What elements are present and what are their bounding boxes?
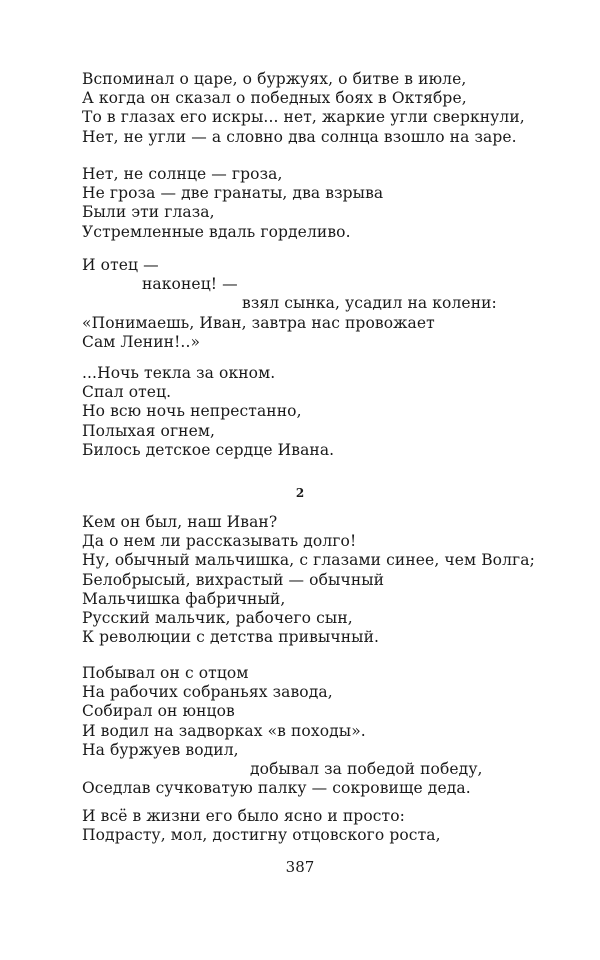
- poem-line: добывал за победой победу,: [250, 759, 483, 778]
- stanza-5: [82, 513, 552, 647]
- poem-line: Да о нем ли рассказывать долго!: [82, 532, 357, 551]
- poem-line: Билось детское сердце Ивана.: [82, 440, 335, 459]
- poem-line: И водил на задворках «в походы».: [82, 721, 366, 740]
- stanza-1: [82, 70, 552, 147]
- poem-line: Полыхая огнем,: [82, 421, 216, 440]
- poem-line: А когда он сказал о победных боях в Октябре,: [82, 89, 467, 108]
- poem-line: На рабочих собраньях завода,: [82, 683, 333, 702]
- poem-line: Нет, не угли — а словно два солнца взошло на заре.: [82, 127, 517, 146]
- poem-line: Ну, обычный мальчишка, с глазами синее, чем Волга;: [82, 551, 535, 570]
- poem-line: На буржуев водил,: [82, 740, 239, 759]
- poem-line: К революции с детства привычный.: [82, 628, 380, 647]
- stanza-7: [82, 807, 552, 845]
- poem-line: Не гроза — две гранаты, два взрыва: [82, 184, 384, 203]
- poem-line: наконец! —: [142, 275, 238, 294]
- poem-line: Белобрысый, вихрастый — обычный: [82, 570, 385, 589]
- poem-line: Русский мальчик, рабочего сын,: [82, 608, 353, 627]
- poem-line: Кем он был, наш Иван?: [82, 513, 278, 531]
- poem-line: Спал отец.: [82, 383, 172, 402]
- poem-line: Нет, не солнце — гроза,: [82, 165, 283, 183]
- poem-line: Собирал он юнцов: [82, 702, 235, 721]
- poem-line: Подрасту, мол, достигну отцовского роста,: [82, 826, 441, 845]
- poem-line: Мальчишка фабричный,: [82, 589, 286, 608]
- stanza-6: [82, 664, 552, 798]
- poem-line: Были эти глаза,: [82, 203, 215, 222]
- stanza-2: [82, 165, 552, 242]
- stanza-4: [82, 364, 552, 460]
- poem-line: Побывал он с отцом: [82, 664, 249, 682]
- poem-line: Устремленные вдаль горделиво.: [82, 222, 351, 241]
- stanza-3: [82, 256, 552, 352]
- poem-line: То в глазах его искры... нет, жаркие угли сверкнули,: [82, 108, 525, 127]
- section-number: 2: [295, 486, 305, 500]
- page-number: 387: [285, 858, 315, 876]
- poem-line: «Понимаешь, Иван, завтра нас провожает: [82, 313, 435, 332]
- poem-line: ...Ночь текла за окном.: [82, 364, 276, 382]
- poem-line: Сам Ленин!..»: [82, 332, 201, 351]
- poem-line: Оседлав сучковатую палку — сокровище деда.: [82, 779, 471, 798]
- poem-line: Вспоминал о царе, о буржуях, о битве в июле,: [82, 70, 467, 88]
- poem-line: взял сынка, усадил на колени:: [242, 294, 497, 313]
- poem-line: Но всю ночь непрестанно,: [82, 402, 302, 421]
- poem-line: И всё в жизни его было ясно и просто:: [82, 807, 405, 825]
- poem-line: И отец —: [82, 256, 159, 274]
